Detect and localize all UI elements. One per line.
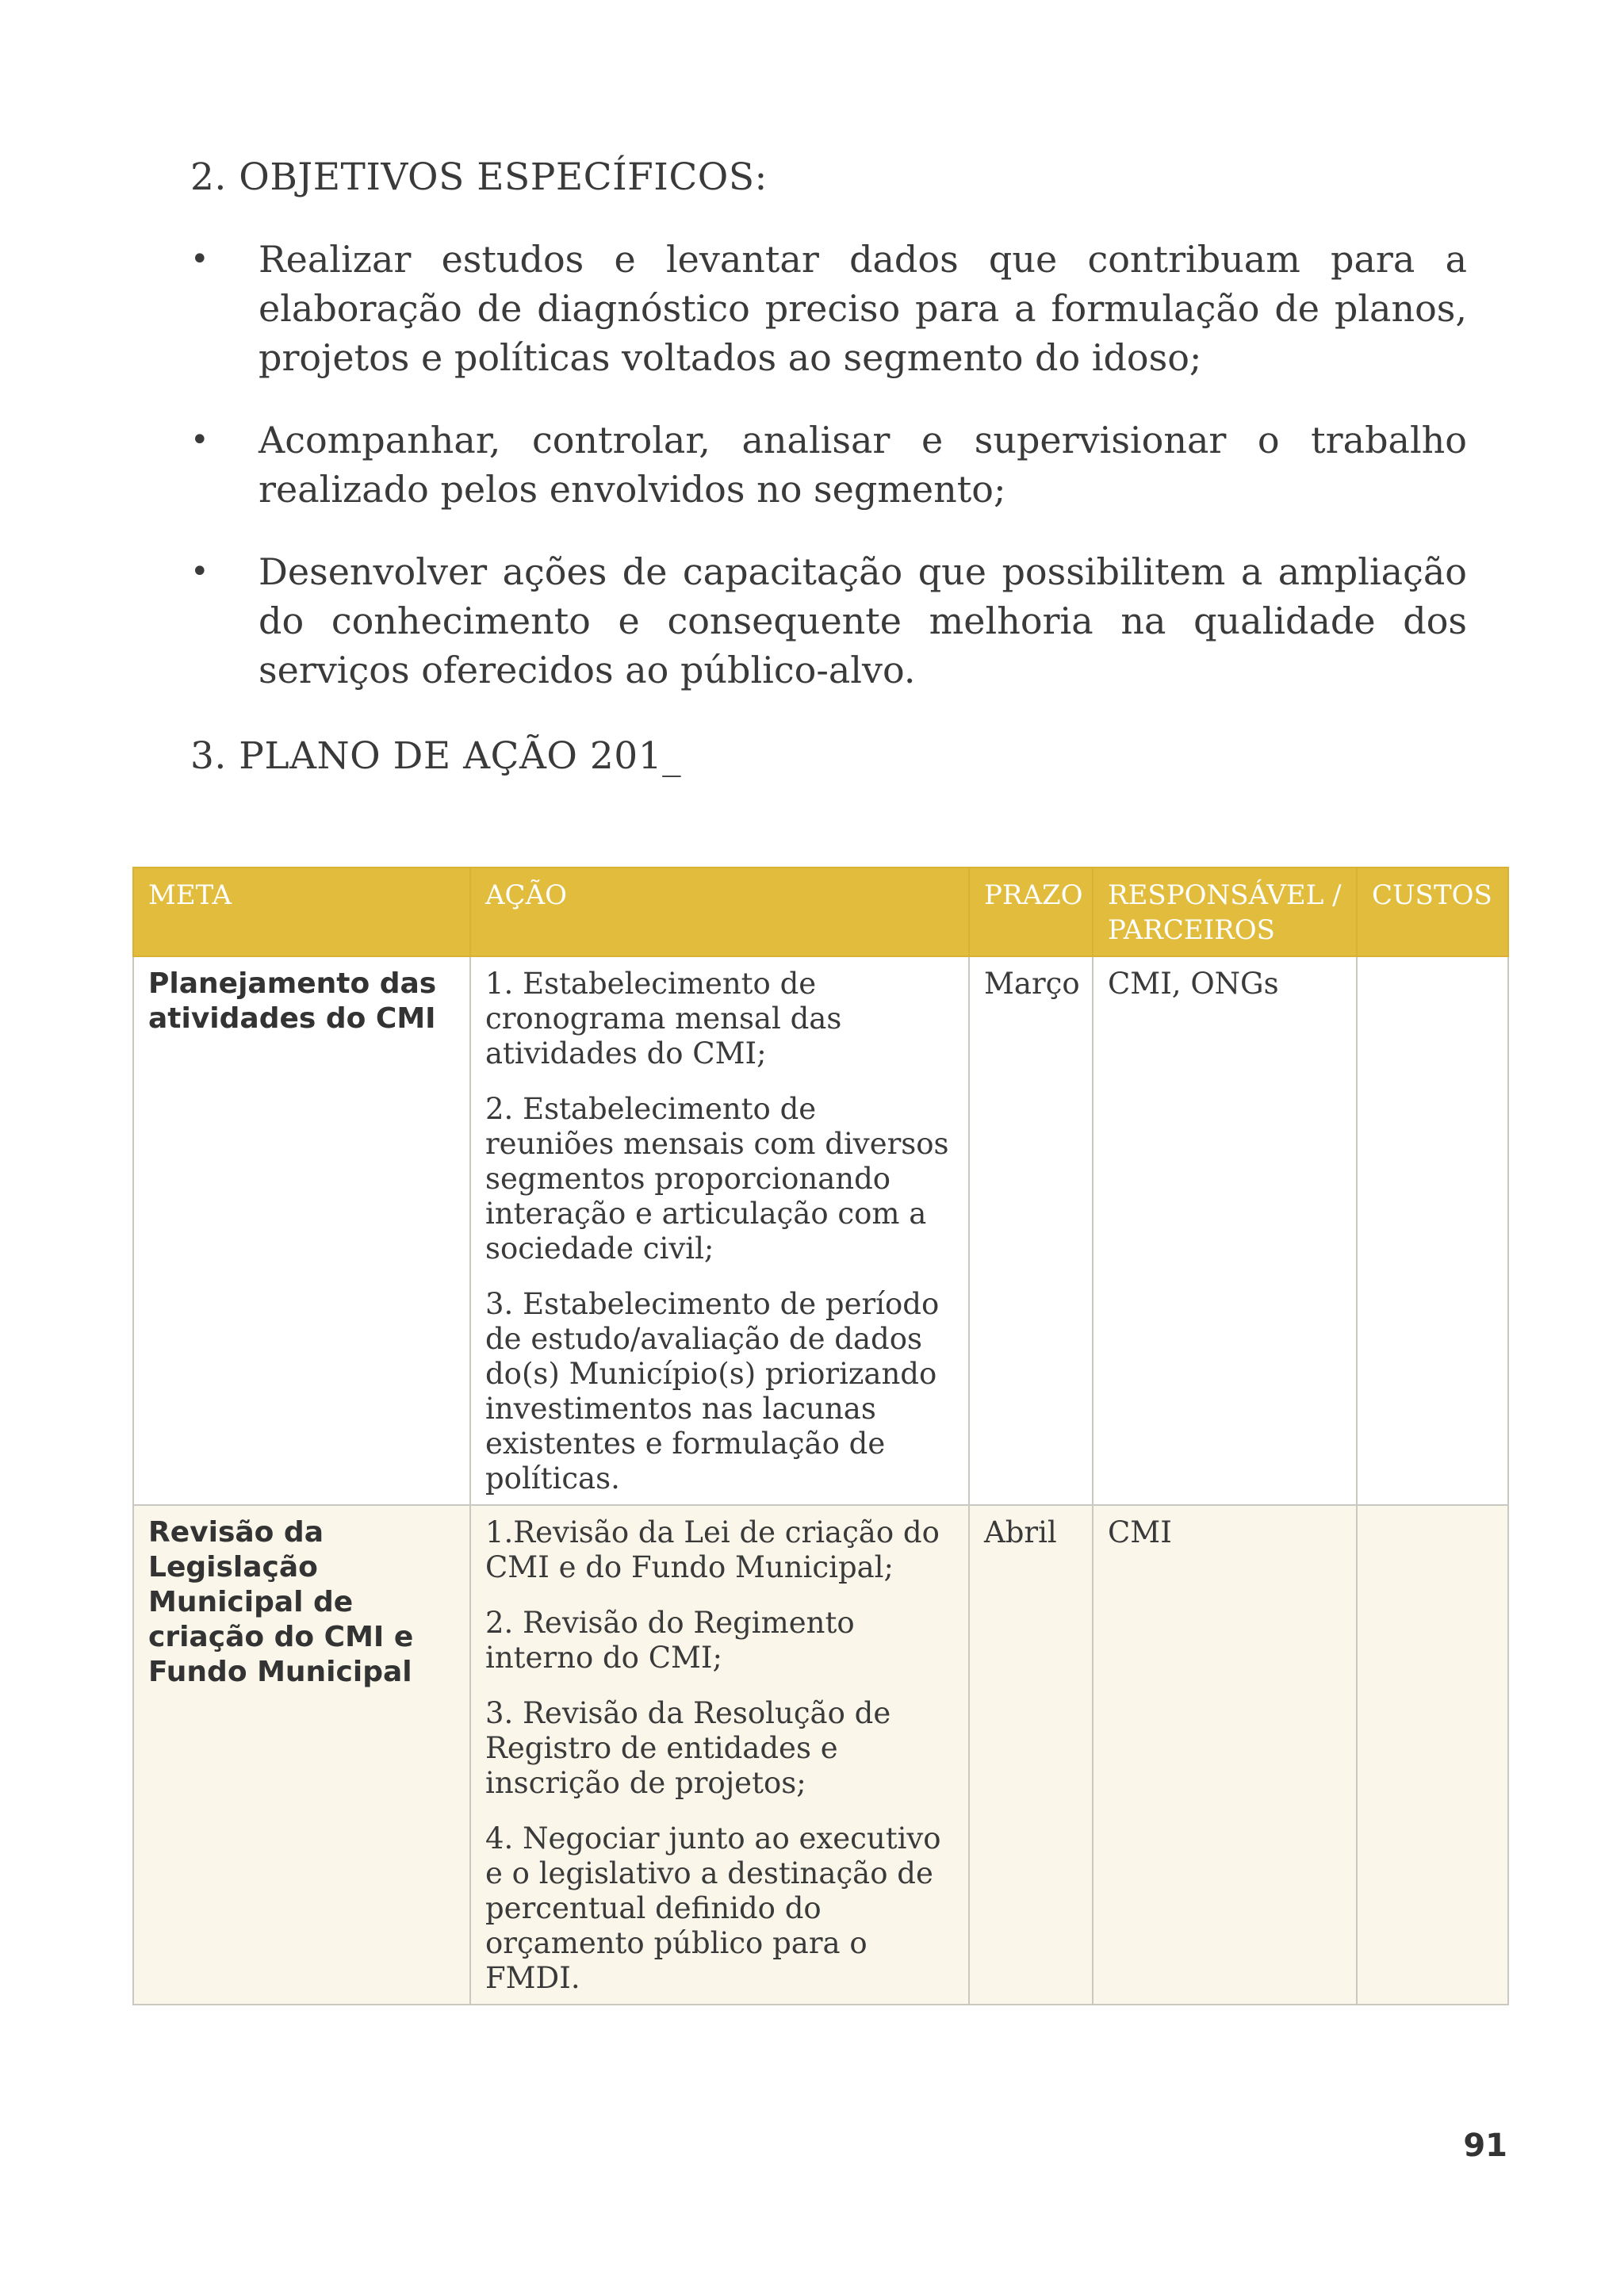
cell-prazo: Março bbox=[969, 956, 1093, 1505]
objetivo-item bbox=[190, 416, 1467, 514]
page-number: 91 bbox=[1463, 2128, 1507, 2164]
action-item: 1. Estabelecimento de cronograma mensal das atividades do CMI; bbox=[485, 967, 842, 1070]
objetivo-item bbox=[190, 547, 1467, 695]
bullet-icon: • bbox=[190, 553, 209, 590]
action-item: 2. Revisão do Regimento interno do CMI; bbox=[485, 1606, 855, 1675]
section-title-plano: 3. PLANO DE AÇÃO 201_ bbox=[190, 734, 682, 778]
bullet-icon: • bbox=[190, 241, 209, 278]
table-header-row bbox=[133, 867, 1508, 956]
objetivo-item bbox=[190, 235, 1467, 382]
cell-custos bbox=[1357, 956, 1508, 1505]
action-item: 4. Negociar junto ao executivo e o legislativo a destinação de percentual definido do orçamento público para o FMDI. bbox=[485, 1821, 941, 1995]
cell-acao bbox=[470, 1505, 969, 2005]
cell-acao bbox=[470, 956, 969, 1505]
header-custos: CUSTOS bbox=[1357, 867, 1508, 956]
bullet-icon: • bbox=[190, 422, 209, 458]
action-item: 2. Estabelecimento de reuniões mensais com diversos segmentos proporcionando interação e articulação com a sociedade civil; bbox=[485, 1092, 949, 1266]
action-item: 3. Estabelecimento de período de estudo/avaliação de dados do(s) Município(s) priorizando investimentos nas lacunas existentes e formulação de políticas. bbox=[485, 1287, 940, 1496]
objetivos-list bbox=[190, 235, 1467, 728]
objetivo-text: Acompanhar, controlar, analisar e supervisionar o trabalho realizado pelos envolvidos no segmento; bbox=[259, 419, 1467, 511]
table-row bbox=[133, 1505, 1508, 2005]
cell-responsavel: CMI bbox=[1093, 1505, 1357, 2005]
action-item: 3. Revisão da Resolução de Registro de entidades e inscrição de projetos; bbox=[485, 1696, 891, 1800]
header-responsavel-line: RESPONSÁVEL / bbox=[1108, 879, 1342, 911]
objetivo-text: Desenvolver ações de capacitação que possibilitem a ampliação do conhecimento e consequente melhoria na qualidade dos serviços oferecidos ao público-alvo. bbox=[259, 550, 1467, 691]
table-row bbox=[133, 956, 1508, 1505]
action-item: 1.Revisão da Lei de criação do CMI e do Fundo Municipal; bbox=[485, 1515, 940, 1584]
objetivo-text: Realizar estudos e levantar dados que contribuam para a elaboração de diagnóstico preciso para a formulação de planos, projetos e políticas voltados ao segmento do idoso; bbox=[259, 238, 1467, 379]
header-meta: META bbox=[133, 867, 470, 956]
cell-responsavel: CMI, ONGs bbox=[1093, 956, 1357, 1505]
section-title-objetivos: 2. OBJETIVOS ESPECÍFICOS: bbox=[190, 155, 768, 199]
action-plan-table bbox=[132, 867, 1509, 2005]
cell-meta: Planejamento das atividades do CMI bbox=[133, 956, 470, 1505]
cell-custos bbox=[1357, 1505, 1508, 2005]
header-acao: AÇÃO bbox=[470, 867, 969, 956]
header-responsavel-line: PARCEIROS bbox=[1108, 914, 1275, 946]
cell-prazo: Abril bbox=[969, 1505, 1093, 2005]
cell-meta: Revisão da Legislação Municipal de criação do CMI e Fundo Municipal bbox=[133, 1505, 470, 2005]
header-responsavel bbox=[1093, 867, 1357, 956]
header-prazo: PRAZO bbox=[969, 867, 1093, 956]
